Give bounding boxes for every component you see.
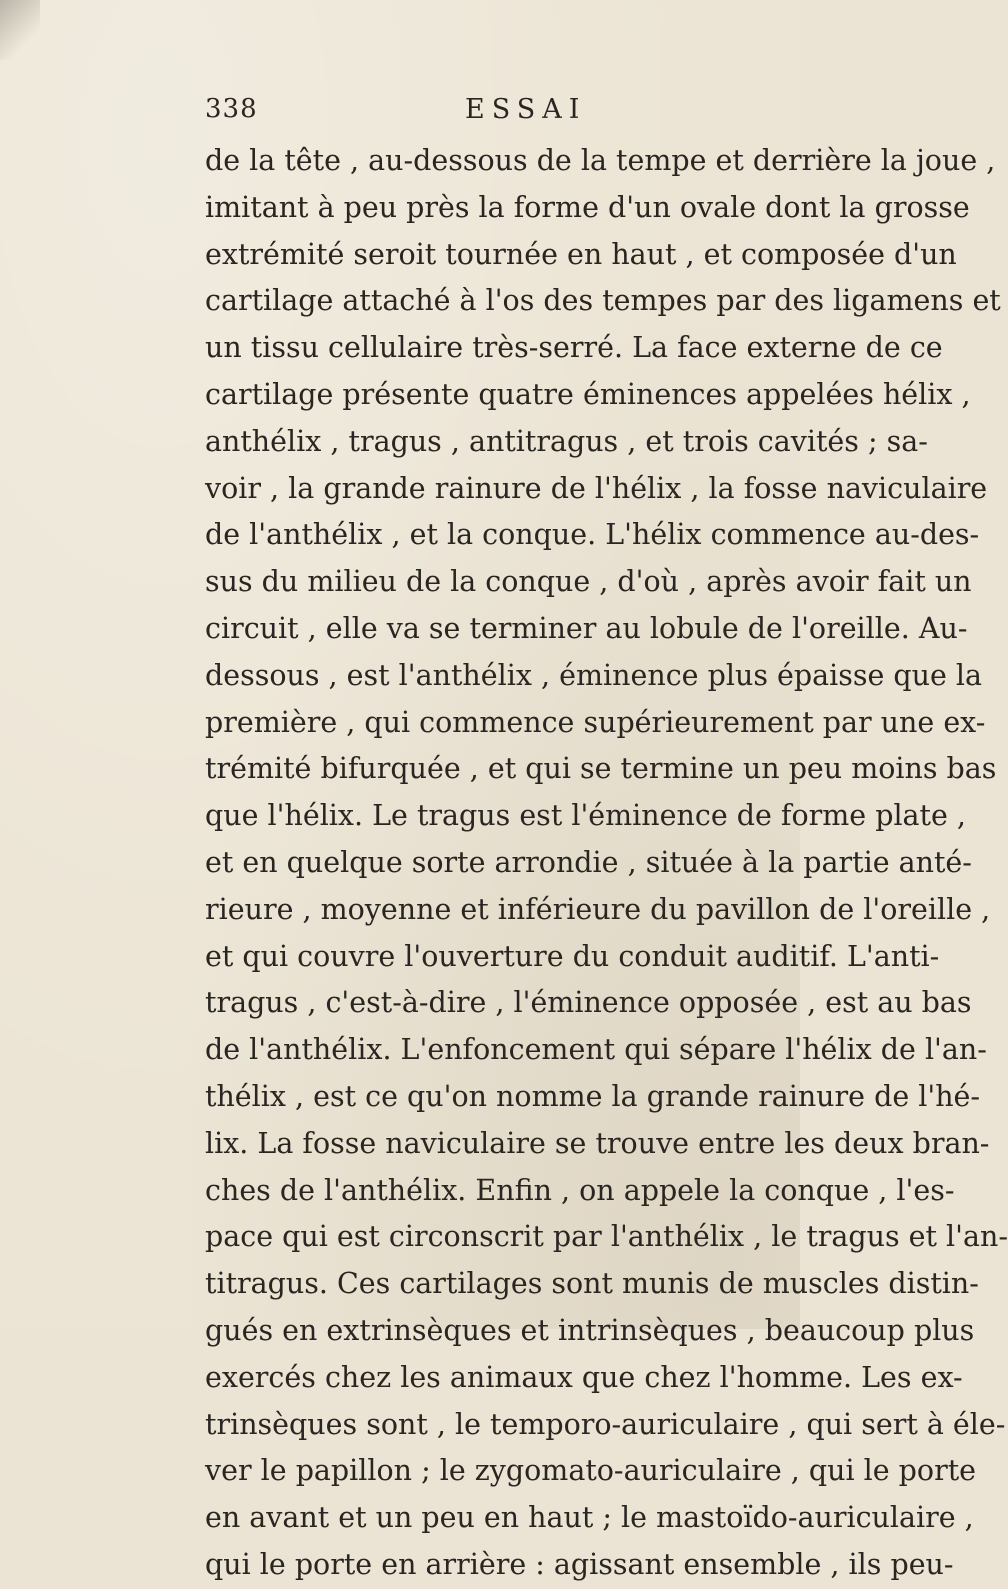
- page-edge-shadow: [0, 0, 40, 60]
- text-line: dessous , est l'anthélix , éminence plus épaisse que la: [205, 658, 983, 692]
- text-line: que l'hélix. Le tragus est l'éminence de forme plate ,: [205, 799, 966, 833]
- text-line: ver le papillon ; le zygomato-auriculaire , qui le porte: [205, 1454, 977, 1488]
- text-line: de l'anthélix , et la conque. L'hélix commence au-des-: [205, 518, 980, 552]
- text-line: thélix , est ce qu'on nomme la grande rainure de l'hé-: [205, 1079, 981, 1113]
- text-line: en avant et un peu en haut ; le mastoïdo-auriculaire ,: [205, 1501, 974, 1535]
- text-line: rieure , moyenne et inférieure du pavillon de l'oreille ,: [205, 892, 991, 926]
- text-line: ches de l'anthélix. Enfin , on appele la conque , l'es-: [205, 1173, 955, 1207]
- text-line: cartilage présente quatre éminences appelées hélix ,: [205, 377, 971, 411]
- text-line: anthélix , tragus , antitragus , et trois cavités ; sa-: [205, 424, 928, 458]
- text-line: de la tête , au-dessous de la tempe et derrière la joue ,: [205, 144, 996, 177]
- text-line: exercés chez les animaux que chez l'homme. Les ex-: [205, 1360, 963, 1394]
- text-line: et qui couvre l'ouverture du conduit auditif. L'anti-: [205, 939, 940, 973]
- text-line: de l'anthélix. L'enfoncement qui sépare l'hélix de l'an-: [205, 1033, 987, 1067]
- text-line: trinsèques sont , le temporo-auriculaire , qui sert à éle-: [205, 1407, 1006, 1441]
- text-line: première , qui commence supérieurement par une ex-: [205, 705, 986, 739]
- text-line: voir , la grande rainure de l'hélix , la fosse naviculaire: [205, 471, 988, 505]
- text-line: titragus. Ces cartilages sont munis de muscles distin-: [205, 1267, 979, 1301]
- text-line: circuit , elle va se terminer au lobule de l'oreille. Au-: [205, 611, 968, 645]
- text-line: pace qui est circonscrit par l'anthélix , le tragus et l'an-: [205, 1220, 1008, 1254]
- text-line: un tissu cellulaire très-serré. La face externe de ce: [205, 331, 943, 365]
- text-line: imitant à peu près la forme d'un ovale dont la grosse: [205, 190, 970, 224]
- text-line: tragus , c'est-à-dire , l'éminence opposée , est au bas: [205, 986, 972, 1020]
- page-header: [205, 94, 765, 134]
- text-line: cartilage attaché à l'os des tempes par des ligamens et: [205, 284, 1001, 318]
- text-line: gués en extrinsèques et intrinsèques , beaucoup plus: [205, 1313, 975, 1347]
- text-line: lix. La fosse naviculaire se trouve entre les deux bran-: [205, 1126, 990, 1160]
- text-line: extrémité seroit tournée en haut , et composée d'un: [205, 237, 957, 271]
- text-line: trémité bifurquée , et qui se termine un peu moins bas: [205, 752, 997, 786]
- running-head: ESSAI: [465, 94, 587, 125]
- body-text: [205, 138, 1008, 1589]
- text-line: et en quelque sorte arrondie , située à la partie anté-: [205, 845, 972, 879]
- text-line: qui le porte en arrière : agissant ensemble , ils peu-: [205, 1547, 954, 1581]
- page-number: 338: [205, 94, 258, 124]
- text-line: sus du milieu de la conque , d'où , après avoir fait un: [205, 565, 972, 599]
